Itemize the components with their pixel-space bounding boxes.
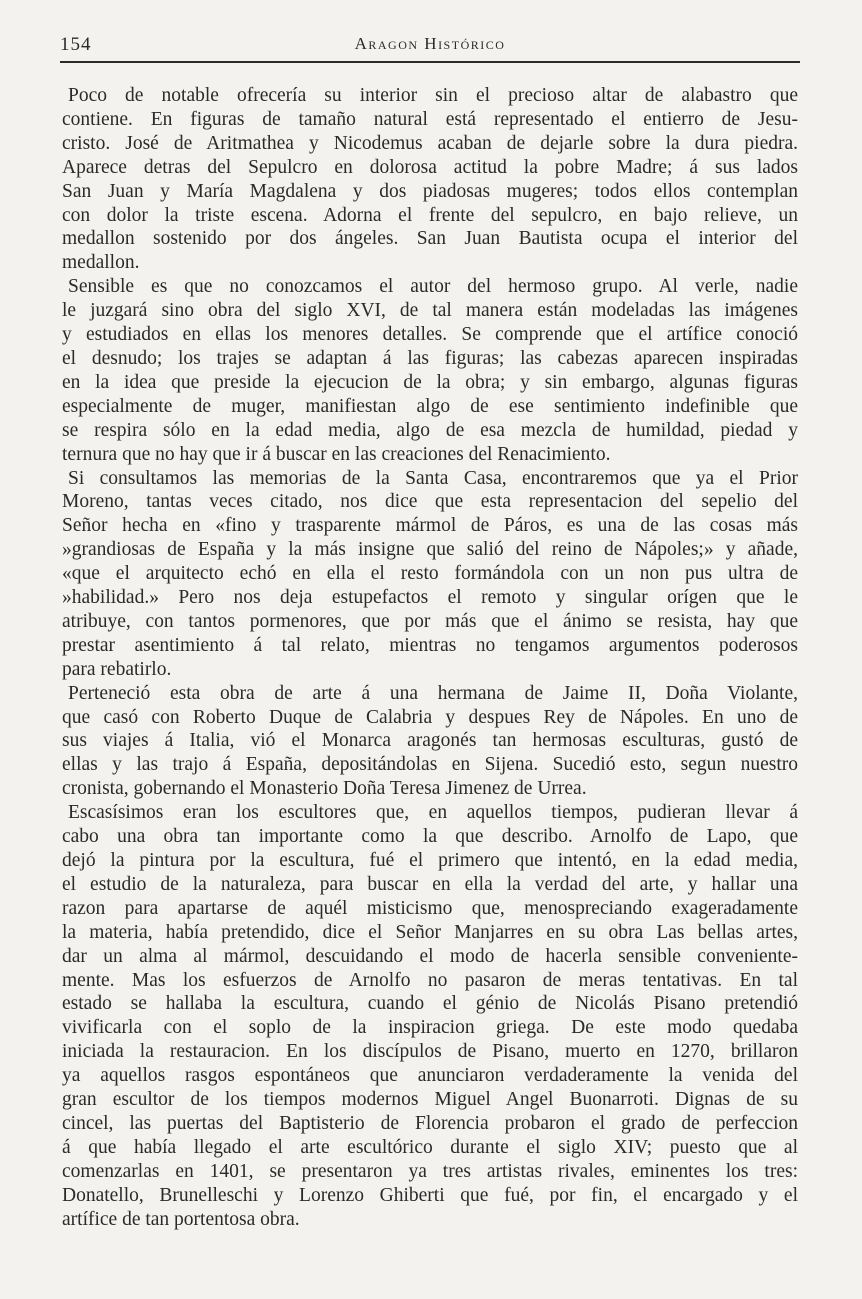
text-line: á que había llegado el arte escultórico durante el siglo XIV; puesto que al	[62, 1136, 798, 1158]
text-line: artífice de tan portentosa obra.	[62, 1208, 300, 1230]
text-line: «que el arquitecto echó en ella el resto formándola con un non pus ultra de	[62, 563, 798, 585]
text-line: Escasísimos eran los escultores que, en aquellos tiempos, pudieran llevar á	[68, 802, 798, 824]
text-line: cronista, gobernando el Monasterio Doña Teresa Jimenez de Urrea.	[62, 778, 587, 800]
text-line: atribuye, con tantos pormenores, que por más que el ánimo se resista, hay que	[62, 610, 798, 632]
text-line: dejó la pintura por la escultura, fué el primero que intentó, en la edad media,	[62, 850, 798, 871]
text-line: Perteneció esta obra de arte á una hermana de Jaime II, Doña Violante,	[68, 682, 798, 704]
text-line: cabo una obra tan importante como la que describo. Arnolfo de Lapo, que	[62, 826, 798, 848]
text-line: »grandiosas de España y la más insigne que salió del reino de Nápoles;» y añade,	[62, 539, 798, 561]
text-line: mente. Mas los esfuerzos de Arnolfo no pasaron de meras tentativas. En tal	[62, 969, 798, 991]
text-line: medallon.	[62, 252, 140, 274]
text-line: Aparece detras del Sepulcro en dolorosa actitud la pobre Madre; á sus lados	[62, 156, 798, 178]
page-number: 154	[60, 34, 92, 55]
text-line: con dolor la triste escena. Adorna el frente del sepulcro, en bajo relieve, un	[62, 204, 798, 226]
text-line: medallon sostenido por dos ángeles. San Juan Bautista ocupa el interior del	[62, 228, 798, 250]
text-line: la materia, había pretendido, dice el Señor Manjarres en su obra Las bellas artes,	[62, 921, 798, 943]
header-rule	[60, 61, 800, 63]
text-line: Poco de notable ofrecería su interior sin el precioso altar de alabastro que	[68, 85, 798, 106]
text-line: gran escultor de los tiempos modernos Miguel Angel Buonarroti. Dignas de su	[62, 1089, 798, 1111]
text-line: Donatello, Brunelleschi y Lorenzo Ghiberti que fué, por fin, el encargado y el	[62, 1184, 798, 1206]
running-head	[60, 30, 800, 60]
paragraph-2	[60, 275, 798, 466]
paragraph-1	[60, 84, 798, 275]
text-line: sus viajes á Italia, vió el Monarca aragonés tan hermosas esculturas, gustó de	[62, 730, 798, 752]
paragraph-3	[60, 467, 798, 682]
text-line: cincel, las puertas del Baptisterio de Florencia probaron el grado de perfeccion	[62, 1112, 798, 1134]
text-line: razon para apartarse de aquél misticismo que, menospreciando exageradamente	[62, 897, 798, 919]
text-line: le juzgará sino obra del siglo XVI, de tal manera están modeladas las imágenes	[62, 300, 798, 322]
text-line: contiene. En figuras de tamaño natural está representado el entierro de Jesu-	[62, 108, 798, 130]
text-line: San Juan y María Magdalena y dos piadosas mugeres; todos ellos contemplan	[62, 180, 798, 202]
text-line: especialmente de muger, manifiestan algo de ese sentimiento indefinible que	[62, 395, 798, 417]
text-line: para rebatirlo.	[62, 658, 172, 680]
text-line: cristo. José de Aritmathea y Nicodemus acaban de dejarle sobre la dura piedra.	[62, 132, 798, 154]
text-line: vivificarla con el soplo de la inspiracion griega. De este modo quedaba	[62, 1017, 798, 1039]
text-line: estado se hallaba la escultura, cuando el génio de Nicolás Pisano pretendió	[62, 993, 798, 1015]
text-line: Señor hecha en «fino y trasparente mármol de Páros, es una de las cosas más	[62, 515, 798, 537]
text-line: comenzarlas en 1401, se presentaron ya tres artistas rivales, eminentes los tres:	[62, 1160, 798, 1182]
text-line: que casó con Roberto Duque de Calabria y despues Rey de Nápoles. En uno de	[62, 706, 798, 728]
text-line: »habilidad.» Pero nos deja estupefactos el remoto y singular orígen que le	[62, 587, 798, 609]
text-line: ya aquellos rasgos espontáneos que anunciaron verdaderamente la venida del	[62, 1065, 798, 1087]
text-line: y estudiados en ellas los menores detalles. Se comprende que el artífice conoció	[62, 324, 798, 346]
body-text	[60, 84, 798, 1232]
paragraph-4	[60, 682, 798, 802]
text-line: ternura que no hay que ir á buscar en las creaciones del Renacimiento.	[62, 443, 611, 465]
text-line: Moreno, tantas veces citado, nos dice que esta representacion del sepelio del	[62, 491, 798, 513]
text-line: el estudio de la naturaleza, para buscar en ella la verdad del arte, y hallar una	[62, 873, 798, 895]
text-line: prestar asentimiento á tal relato, mientras no tengamos argumentos poderosos	[62, 634, 798, 656]
text-line: dar un alma al mármol, descuidando el modo de hacerla sensible conveniente-	[62, 945, 798, 967]
text-line: iniciada la restauracion. En los discípulos de Pisano, muerto en 1270, brillaron	[62, 1041, 798, 1063]
text-line: Si consultamos las memorias de la Santa Casa, encontraremos que ya el Prior	[68, 467, 798, 489]
text-line: en la idea que preside la ejecucion de la obra; y sin embargo, algunas figuras	[62, 371, 798, 393]
text-line: el desnudo; los trajes se adaptan á las figuras; las cabezas aparecen inspiradas	[62, 347, 798, 369]
text-line: ellas y las trajo á España, depositándolas en Sijena. Sucedió esto, segun nuestro	[62, 754, 798, 776]
text-line: se respira sólo en la edad media, algo de esa mezcla de humildad, piedad y	[62, 419, 798, 441]
text-line: Sensible es que no conozcamos el autor del hermoso grupo. Al verle, nadie	[68, 276, 798, 298]
paragraph-5	[60, 801, 798, 1231]
running-title: Aragon Histórico	[354, 34, 506, 53]
